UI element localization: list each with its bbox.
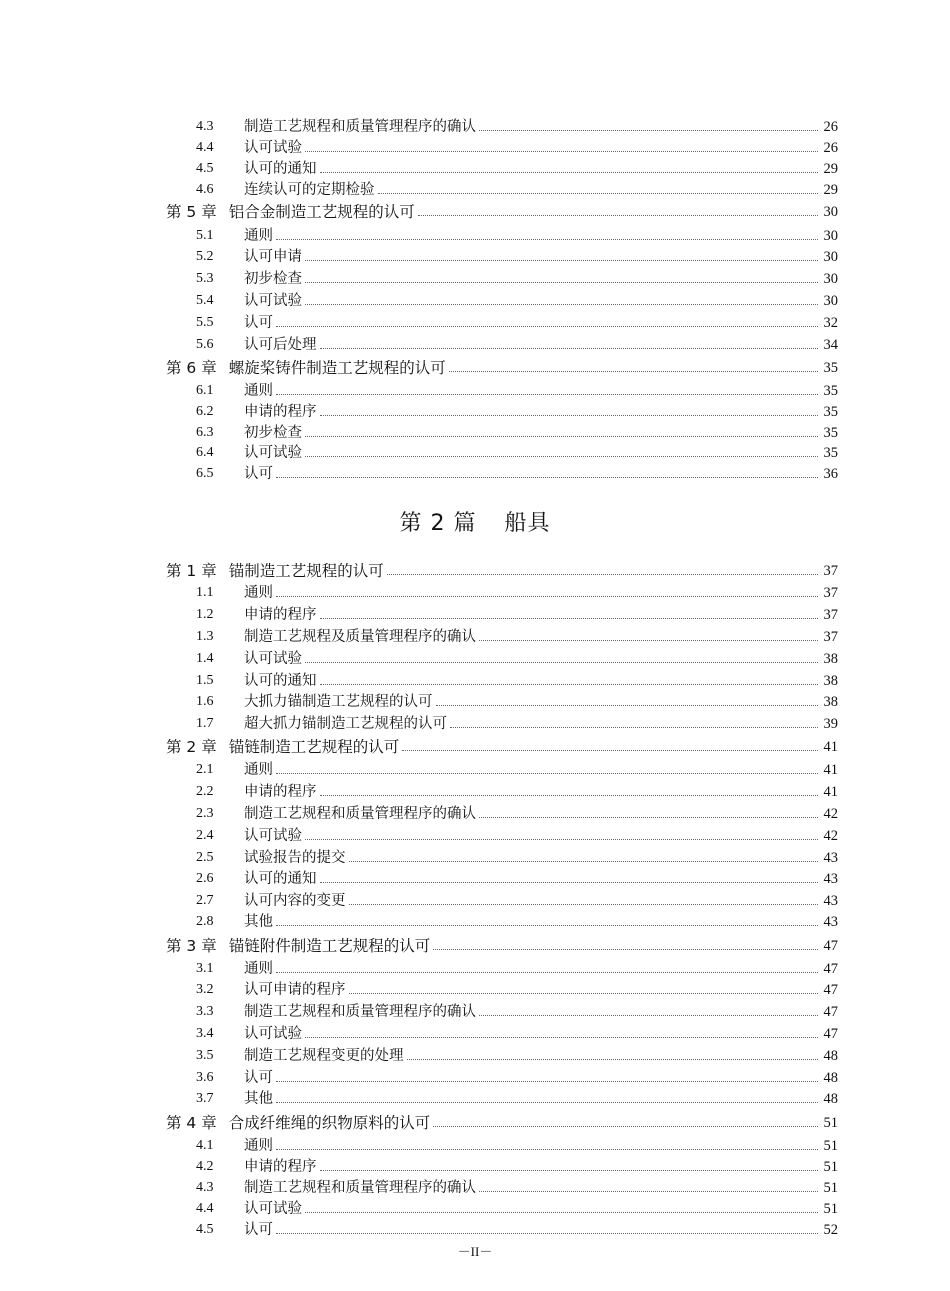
toc-entry-number: 6.3 — [196, 425, 214, 440]
toc-entry-title: 申请的程序 — [244, 404, 317, 420]
toc-section-row — [166, 225, 838, 245]
toc-page-number: 43 — [823, 914, 838, 930]
toc-entry-number: 1.1 — [196, 585, 214, 600]
toc-page-number: 51 — [823, 1115, 838, 1131]
toc-entry-number: 1.6 — [196, 694, 214, 709]
dot-leader — [305, 151, 818, 152]
dot-leader — [479, 817, 818, 818]
dot-leader — [320, 415, 819, 416]
dot-leader — [305, 662, 818, 663]
toc-page-number: 26 — [823, 119, 838, 135]
toc-entry-number: 5.2 — [196, 249, 214, 264]
toc-section-row — [166, 401, 838, 421]
toc-page-number: 36 — [823, 466, 838, 482]
toc-section-row — [166, 604, 838, 624]
toc-entry-title: 其他 — [244, 1091, 273, 1107]
toc-section-row — [166, 713, 838, 733]
toc-section-row — [166, 911, 838, 931]
toc-entry-title: 认可的通知 — [244, 871, 317, 887]
toc-page-number: 32 — [823, 315, 838, 331]
toc-page-number: 47 — [823, 982, 838, 998]
toc-page-number: 47 — [823, 1004, 838, 1020]
dot-leader — [276, 972, 818, 973]
toc-page-number: 30 — [823, 228, 838, 244]
toc-page-number: 48 — [823, 1048, 838, 1064]
toc-section-row — [166, 868, 838, 888]
dot-leader — [305, 260, 818, 261]
toc-entry-number: 2.1 — [196, 762, 214, 777]
toc-section-row — [166, 803, 838, 823]
toc-section-row — [166, 1135, 838, 1155]
toc-entry-number: 1.7 — [196, 716, 214, 731]
toc-entry-title: 通则 — [244, 585, 273, 601]
toc-entry-number: 第 6 章 — [166, 359, 217, 377]
toc-page-number: 38 — [823, 651, 838, 667]
toc-entry-title: 认可试验 — [244, 293, 302, 309]
toc-entry-title: 制造工艺规程变更的处理 — [244, 1048, 404, 1064]
toc-entry-number: 6.2 — [196, 404, 214, 419]
toc-entry-title: 超大抓力锚制造工艺规程的认可 — [244, 716, 447, 732]
toc-entry-number: 4.6 — [196, 182, 214, 197]
toc-entry-title: 认可 — [244, 315, 273, 331]
dot-leader — [479, 130, 818, 131]
toc-page-number: 51 — [823, 1159, 838, 1175]
toc-entry-title: 认可试验 — [244, 1026, 302, 1042]
toc-section-row — [166, 268, 838, 288]
toc-entry-title: 制造工艺规程和质量管理程序的确认 — [244, 1180, 476, 1196]
toc-entry-title: 螺旋桨铸件制造工艺规程的认可 — [228, 359, 446, 377]
toc-entry-title: 认可的通知 — [244, 161, 317, 177]
dot-leader — [349, 904, 819, 905]
dot-leader — [349, 993, 819, 994]
toc-section-row — [166, 442, 838, 462]
toc-entry-title: 其他 — [244, 914, 273, 930]
dot-leader — [320, 1170, 819, 1171]
toc-page-number: 41 — [823, 762, 838, 778]
toc-entry-number: 第 3 章 — [166, 937, 217, 955]
dot-leader — [305, 456, 818, 457]
dot-leader — [479, 1191, 818, 1192]
toc-chapter-row — [166, 935, 838, 955]
toc-page-number: 51 — [823, 1138, 838, 1154]
toc-page-number: 29 — [823, 161, 838, 177]
toc-entry-title: 认可申请的程序 — [244, 982, 346, 998]
toc-page-number: 51 — [823, 1180, 838, 1196]
toc-entry-number: 5.5 — [196, 315, 214, 330]
toc-page-number: 47 — [823, 961, 838, 977]
dot-leader — [449, 371, 818, 372]
toc-entry-number: 2.3 — [196, 806, 214, 821]
toc-entry-title: 制造工艺规程和质量管理程序的确认 — [244, 806, 476, 822]
dot-leader — [436, 705, 819, 706]
toc-section-row — [166, 958, 838, 978]
toc-entry-title: 申请的程序 — [244, 607, 317, 623]
toc-section-row — [166, 847, 838, 867]
toc-page-number: 47 — [823, 938, 838, 954]
toc-page-number: 26 — [823, 140, 838, 156]
toc-page-number: 42 — [823, 806, 838, 822]
toc-page-number: 43 — [823, 850, 838, 866]
toc-section-row — [166, 825, 838, 845]
part-title — [0, 506, 950, 537]
toc-entry-title: 认可试验 — [244, 140, 302, 156]
toc-entry-title: 认可内容的变更 — [244, 893, 346, 909]
toc-entry-number: 第 5 章 — [166, 203, 217, 221]
toc-section-row — [166, 1001, 838, 1021]
toc-entry-number: 1.5 — [196, 673, 214, 688]
toc-entry-title: 铝合金制造工艺规程的认可 — [228, 203, 415, 221]
toc-entry-number: 4.3 — [196, 119, 214, 134]
toc-section-row — [166, 137, 838, 157]
toc-entry-number: 5.4 — [196, 293, 214, 308]
toc-page-number: 48 — [823, 1070, 838, 1086]
toc-page-number: 35 — [823, 445, 838, 461]
toc-entry-title: 认可试验 — [244, 651, 302, 667]
toc-entry-title: 认可 — [244, 466, 273, 482]
toc-chapter-row — [166, 357, 838, 377]
toc-page-number: 48 — [823, 1091, 838, 1107]
toc-entry-title: 锚制造工艺规程的认可 — [228, 562, 384, 580]
toc-page-number: 42 — [823, 828, 838, 844]
toc-entry-number: 2.8 — [196, 914, 214, 929]
toc-entry-number: 1.2 — [196, 607, 214, 622]
toc-page-number: 37 — [823, 607, 838, 623]
toc-entry-title: 通则 — [244, 762, 273, 778]
toc-page-number: 39 — [823, 716, 838, 732]
dot-leader — [418, 215, 818, 216]
dot-leader — [320, 172, 819, 173]
toc-page-number: 47 — [823, 1026, 838, 1042]
toc-entry-number: 2.7 — [196, 893, 214, 908]
toc-chapter-row — [166, 1112, 838, 1132]
toc-section-row — [166, 670, 838, 690]
dot-leader — [479, 1015, 818, 1016]
toc-page-number: 37 — [823, 563, 838, 579]
toc-section-row — [166, 1023, 838, 1043]
toc-entry-title: 通则 — [244, 961, 273, 977]
dot-leader — [276, 1081, 818, 1082]
toc-section-row — [166, 1198, 838, 1218]
toc-section-row — [166, 1088, 838, 1108]
toc-page-number: 41 — [823, 784, 838, 800]
dot-leader — [402, 750, 818, 751]
toc-entry-number: 3.6 — [196, 1070, 214, 1085]
toc-section-row — [166, 626, 838, 646]
toc-page-number: 38 — [823, 694, 838, 710]
toc-entry-number: 3.2 — [196, 982, 214, 997]
toc-page-number: 30 — [823, 249, 838, 265]
toc-entry-number: 4.5 — [196, 161, 214, 176]
dot-leader — [276, 1233, 818, 1234]
toc-entry-number: 2.4 — [196, 828, 214, 843]
toc-entry-number: 4.4 — [196, 1201, 214, 1216]
toc-section-row — [166, 158, 838, 178]
dot-leader — [276, 925, 818, 926]
dot-leader — [320, 684, 819, 685]
toc-page-number: 35 — [823, 425, 838, 441]
toc-entry-number: 4.2 — [196, 1159, 214, 1174]
toc-section-row — [166, 781, 838, 801]
toc-entry-number: 2.2 — [196, 784, 214, 799]
toc-entry-number: 第 1 章 — [166, 562, 217, 580]
toc-entry-title: 通则 — [244, 228, 273, 244]
dot-leader — [305, 839, 818, 840]
dot-leader — [450, 727, 818, 728]
dot-leader — [433, 1126, 818, 1127]
toc-entry-title: 认可 — [244, 1070, 273, 1086]
toc-entry-number: 3.5 — [196, 1048, 214, 1063]
toc-section-row — [166, 246, 838, 266]
dot-leader — [387, 574, 818, 575]
dot-leader — [320, 795, 819, 796]
toc-entry-title: 认可试验 — [244, 445, 302, 461]
toc-section-row — [166, 116, 838, 136]
toc-entry-number: 6.4 — [196, 445, 214, 460]
toc-page-number: 51 — [823, 1201, 838, 1217]
toc-section-row — [166, 890, 838, 910]
toc-page-number: 43 — [823, 871, 838, 887]
toc-page-number: 38 — [823, 673, 838, 689]
toc-section-row — [166, 380, 838, 400]
toc-entry-number: 第 4 章 — [166, 1114, 217, 1132]
toc-entry-title: 锚链制造工艺规程的认可 — [228, 738, 400, 756]
toc-entry-title: 认可申请 — [244, 249, 302, 265]
dot-leader — [320, 618, 819, 619]
toc-entry-title: 认可 — [244, 1222, 273, 1238]
toc-section-row — [166, 979, 838, 999]
toc-page-number: 41 — [823, 739, 838, 755]
toc-entry-number: 5.3 — [196, 271, 214, 286]
toc-entry-title: 连续认可的定期检验 — [244, 182, 375, 198]
toc-entry-number: 1.3 — [196, 629, 214, 644]
dot-leader — [276, 1149, 818, 1150]
dot-leader — [349, 861, 819, 862]
toc-section-row — [166, 759, 838, 779]
toc-entry-number: 4.1 — [196, 1138, 214, 1153]
dot-leader — [378, 193, 819, 194]
dot-leader — [305, 1037, 818, 1038]
toc-entry-number: 1.4 — [196, 651, 214, 666]
toc-entry-title: 制造工艺规程和质量管理程序的确认 — [244, 1004, 476, 1020]
toc-page-number: 37 — [823, 629, 838, 645]
toc-section-row — [166, 179, 838, 199]
toc-section-row — [166, 582, 838, 602]
page-number-footer: －II－ — [457, 1244, 493, 1259]
toc-entry-number: 4.3 — [196, 1180, 214, 1195]
toc-entry-title: 申请的程序 — [244, 784, 317, 800]
dot-leader — [433, 949, 818, 950]
toc-section-row — [166, 1219, 838, 1239]
toc-entry-title: 试验报告的提交 — [244, 850, 346, 866]
toc-entry-title: 通则 — [244, 383, 273, 399]
toc-section-row — [166, 334, 838, 354]
toc-chapter-row — [166, 560, 838, 580]
toc-page-number: 30 — [823, 204, 838, 220]
toc-entry-number: 2.6 — [196, 871, 214, 886]
toc-section-row — [166, 1156, 838, 1176]
toc-page-number: 29 — [823, 182, 838, 198]
toc-entry-title: 认可后处理 — [244, 337, 317, 353]
toc-entry-number: 6.5 — [196, 466, 214, 481]
dot-leader — [276, 326, 818, 327]
toc-entry-number: 4.5 — [196, 1222, 214, 1237]
part-name: 船具 — [504, 511, 551, 536]
toc-entry-number: 6.1 — [196, 383, 214, 398]
dot-leader — [407, 1059, 819, 1060]
toc-entry-title: 初步检查 — [244, 425, 302, 441]
toc-entry-title: 锚链附件制造工艺规程的认可 — [228, 937, 431, 955]
toc-section-row — [166, 1067, 838, 1087]
toc-section-row — [166, 1045, 838, 1065]
dot-leader — [305, 282, 818, 283]
toc-entry-title: 通则 — [244, 1138, 273, 1154]
dot-leader — [276, 239, 818, 240]
toc-entry-title: 制造工艺规程及质量管理程序的确认 — [244, 629, 476, 645]
dot-leader — [305, 1212, 818, 1213]
toc-section-row — [166, 691, 838, 711]
toc-entry-title: 制造工艺规程和质量管理程序的确认 — [244, 119, 476, 135]
dot-leader — [320, 348, 819, 349]
dot-leader — [479, 640, 818, 641]
toc-page-number: 34 — [823, 337, 838, 353]
dot-leader — [276, 394, 818, 395]
toc-entry-number: 2.5 — [196, 850, 214, 865]
dot-leader — [276, 596, 818, 597]
toc-entry-number: 第 2 章 — [166, 738, 217, 756]
toc-entry-title: 合成纤维绳的织物原料的认可 — [228, 1114, 431, 1132]
toc-section-row — [166, 1177, 838, 1197]
toc-entry-number: 5.1 — [196, 228, 214, 243]
toc-entry-number: 3.3 — [196, 1004, 214, 1019]
toc-chapter-row — [166, 736, 838, 756]
dot-leader — [305, 304, 818, 305]
dot-leader — [276, 773, 818, 774]
toc-page-number: 35 — [823, 360, 838, 376]
toc-entry-number: 3.4 — [196, 1026, 214, 1041]
toc-section-row — [166, 463, 838, 483]
toc-entry-number: 5.6 — [196, 337, 214, 352]
part-label: 第 2 篇 — [399, 511, 477, 536]
toc-page-number: 52 — [823, 1222, 838, 1238]
toc-page-number: 30 — [823, 293, 838, 309]
toc-section-row — [166, 312, 838, 332]
toc-section-row — [166, 648, 838, 668]
toc-entry-title: 认可的通知 — [244, 673, 317, 689]
toc-page-number: 43 — [823, 893, 838, 909]
dot-leader — [276, 477, 818, 478]
toc-entry-title: 初步检查 — [244, 271, 302, 287]
toc-entry-number: 3.7 — [196, 1091, 214, 1106]
dot-leader — [276, 1102, 818, 1103]
toc-entry-title: 认可试验 — [244, 828, 302, 844]
toc-page-number: 30 — [823, 271, 838, 287]
toc-entry-title: 大抓力锚制造工艺规程的认可 — [244, 694, 433, 710]
toc-entry-number: 4.4 — [196, 140, 214, 155]
toc-page-number: 35 — [823, 404, 838, 420]
toc-entry-title: 认可试验 — [244, 1201, 302, 1217]
dot-leader — [320, 882, 819, 883]
toc-section-row — [166, 422, 838, 442]
toc-page-number: 35 — [823, 383, 838, 399]
toc-page-number: 37 — [823, 585, 838, 601]
toc-chapter-row — [166, 201, 838, 221]
dot-leader — [305, 436, 818, 437]
toc-section-row — [166, 290, 838, 310]
toc-entry-title: 申请的程序 — [244, 1159, 317, 1175]
toc-entry-number: 3.1 — [196, 961, 214, 976]
